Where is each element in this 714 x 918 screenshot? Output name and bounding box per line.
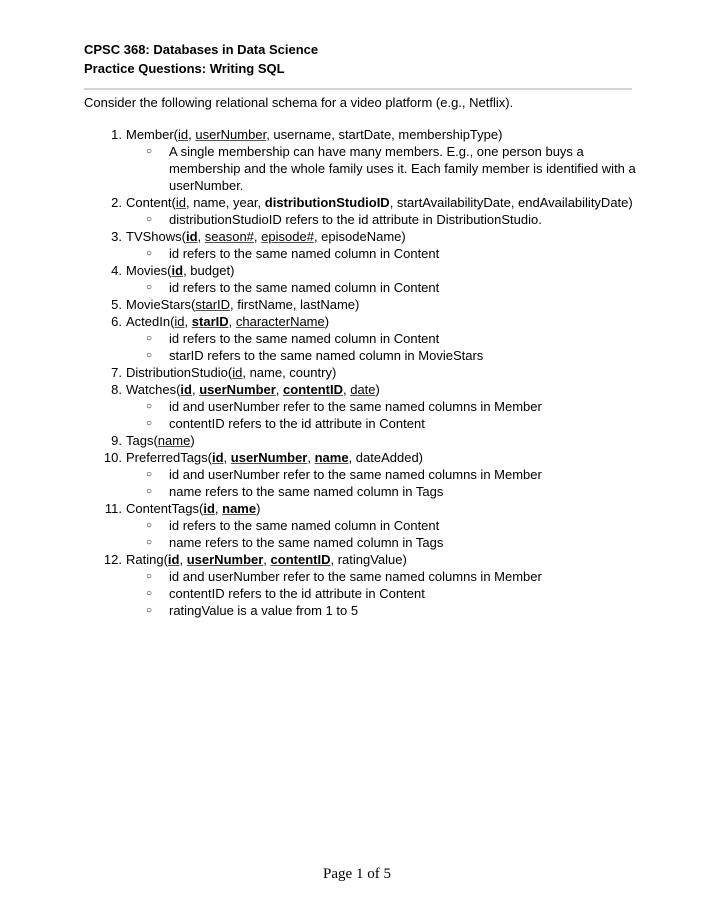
relation-definition [126, 450, 423, 465]
schema-note [84, 143, 644, 194]
key-attribute: id [185, 229, 198, 244]
circle-bullet-icon: ○ [146, 214, 153, 225]
circle-bullet-icon: ○ [146, 486, 153, 497]
key-attribute: id [211, 450, 224, 465]
note-text: id and userNumber refer to the same named columns in Member [169, 399, 542, 414]
schema-note [84, 602, 644, 619]
relation-definition [126, 263, 234, 278]
relation-definition [126, 314, 329, 329]
relation-text: , name, year, [186, 195, 265, 210]
note-text: name refers to the same named column in Tags [169, 535, 444, 550]
schema-item [84, 364, 644, 381]
key-attribute: starID [195, 297, 231, 312]
relation-text: , [197, 229, 205, 244]
relation-text: ContentTags( [126, 501, 204, 516]
relation-definition [126, 127, 502, 142]
schema-item [84, 381, 644, 398]
key-attribute: id [175, 195, 186, 210]
note-text: distributionStudioID refers to the id attribute in DistributionStudio. [169, 212, 542, 227]
relation-text: , startAvailabilityDate, endAvailabilityDate) [389, 195, 633, 210]
note-text: id and userNumber refer to the same named columns in Member [169, 467, 542, 482]
key-attribute: userNumber [186, 552, 264, 567]
key-attribute: id [174, 314, 185, 329]
key-attribute: season# [204, 229, 254, 244]
page-header [84, 40, 318, 78]
relation-text: TVShows( [126, 229, 186, 244]
note-text: id refers to the same named column in Content [169, 280, 440, 295]
item-number: 8. [111, 382, 122, 397]
relation-text: , [307, 450, 315, 465]
note-text: name refers to the same named column in Tags [169, 484, 444, 499]
relation-text: , [191, 382, 200, 397]
key-attribute: id [178, 127, 189, 142]
schema-note [84, 483, 644, 500]
relation-definition [126, 365, 336, 380]
item-number: 9. [111, 433, 122, 448]
schema-item [84, 500, 644, 517]
schema-note [84, 279, 644, 296]
key-attribute: userNumber [199, 382, 276, 397]
item-number: 1. [111, 127, 122, 142]
schema-note [84, 415, 644, 432]
relation-definition [126, 433, 195, 448]
note-text: A single membership can have many members. E.g., one person buys a membership and the whole family uses it. Each family member is identified with a userNumber. [169, 144, 636, 193]
circle-bullet-icon: ○ [146, 418, 153, 429]
key-attribute: userNumber [195, 127, 267, 142]
note-text: id refers to the same named column in Content [169, 246, 440, 261]
key-attribute: id [180, 382, 192, 397]
key-attribute: id [167, 552, 180, 567]
note-text: ratingValue is a value from 1 to 5 [169, 603, 359, 618]
circle-bullet-icon: ○ [146, 469, 153, 480]
note-text: contentID refers to the id attribute in Content [169, 416, 425, 431]
relation-text: Content( [126, 195, 176, 210]
key-attribute: characterName [235, 314, 325, 329]
relation-text: , episodeName) [313, 229, 406, 244]
relation-text: MovieStars( [126, 297, 196, 312]
relation-text: DistributionStudio( [126, 365, 233, 380]
page-footer: Page 1 of 5 [323, 866, 391, 882]
relation-definition [126, 195, 633, 210]
key-attribute: episode# [261, 229, 314, 244]
relation-text: , [223, 450, 231, 465]
circle-bullet-icon: ○ [146, 571, 153, 582]
relation-text: , [188, 127, 196, 142]
schema-note [84, 534, 644, 551]
circle-bullet-icon: ○ [146, 333, 153, 344]
relation-text: , [253, 229, 262, 244]
schema-note [84, 347, 644, 364]
schema-note [84, 568, 644, 585]
relation-text: Member( [126, 127, 179, 142]
relation-text: , [263, 552, 271, 567]
relation-text: ) [375, 382, 380, 397]
relation-text: , dateAdded) [348, 450, 424, 465]
schema-item [84, 313, 644, 330]
item-number: 11. [104, 501, 122, 516]
relation-definition [126, 297, 359, 312]
schema-item [84, 432, 644, 449]
key-attribute: id [203, 501, 215, 516]
relation-text: , firstName, lastName) [230, 297, 360, 312]
key-attribute: name [157, 433, 191, 448]
course-title: CPSC 368: Databases in Data Science [84, 42, 319, 57]
relation-text: ) [256, 501, 261, 516]
schema-item [84, 194, 644, 211]
circle-bullet-icon: ○ [146, 520, 153, 531]
key-attribute: distributionStudioID [264, 195, 390, 210]
relation-text: , [184, 314, 192, 329]
item-number: 7. [111, 365, 122, 380]
circle-bullet-icon: ○ [146, 248, 153, 259]
item-number: 2. [111, 195, 122, 210]
circle-bullet-icon: ○ [146, 605, 153, 616]
relation-text: , username, startDate, membershipType) [266, 127, 503, 142]
relation-text: , ratingValue) [330, 552, 407, 567]
relation-text: Rating( [126, 552, 168, 567]
item-number: 6. [111, 314, 122, 329]
key-attribute: id [171, 263, 184, 278]
schema-item [84, 551, 644, 568]
relation-text: , budget) [183, 263, 235, 278]
schema-note [84, 330, 644, 347]
relation-definition [126, 382, 380, 397]
schema-note [84, 211, 644, 228]
relation-text: ) [324, 314, 330, 329]
key-attribute: contentID [270, 552, 331, 567]
circle-bullet-icon: ○ [146, 401, 153, 412]
key-attribute: userNumber [230, 450, 308, 465]
relation-text: , [214, 501, 223, 516]
schema-note [84, 398, 644, 415]
intro-paragraph: Consider the following relational schema for a video platform (e.g., Netflix). [84, 95, 514, 110]
schema-item [84, 262, 644, 279]
circle-bullet-icon: ○ [146, 350, 153, 361]
relation-definition [126, 229, 406, 244]
schema-note [84, 245, 644, 262]
relation-text: , [275, 382, 284, 397]
schema-note [84, 517, 644, 534]
document-subtitle: Practice Questions: Writing SQL [84, 61, 285, 76]
schema-item [84, 449, 644, 466]
schema-item [84, 228, 644, 245]
item-number: 5. [111, 297, 122, 312]
circle-bullet-icon: ○ [146, 537, 153, 548]
schema-list [84, 126, 644, 619]
circle-bullet-icon: ○ [146, 588, 153, 599]
schema-item [84, 296, 644, 313]
key-attribute: starID [191, 314, 229, 329]
note-text: starID refers to the same named column in MovieStars [169, 348, 484, 363]
key-attribute: contentID [283, 382, 343, 397]
item-number: 4. [111, 263, 122, 278]
item-number: 10. [103, 450, 122, 465]
key-attribute: name [314, 450, 349, 465]
relation-definition [126, 552, 407, 567]
relation-text: , [342, 382, 351, 397]
note-text: contentID refers to the id attribute in Content [169, 586, 425, 601]
note-text: id refers to the same named column in Content [169, 331, 440, 346]
key-attribute: date [350, 382, 376, 397]
relation-text: PreferredTags( [126, 450, 212, 465]
relation-text: Watches( [126, 382, 181, 397]
schema-item [84, 126, 644, 143]
relation-text: , [179, 552, 187, 567]
item-number: 12. [103, 552, 122, 567]
note-text: id and userNumber refer to the same named columns in Member [169, 569, 542, 584]
relation-text: ) [190, 433, 195, 448]
circle-bullet-icon: ○ [146, 282, 153, 293]
key-attribute: id [232, 365, 243, 380]
relation-text: , [228, 314, 236, 329]
relation-text: Tags( [126, 433, 158, 448]
header-divider [84, 88, 632, 90]
circle-bullet-icon: ○ [146, 146, 153, 157]
relation-definition [126, 501, 260, 516]
relation-text: Movies( [126, 263, 172, 278]
schema-note [84, 466, 644, 483]
note-text: id refers to the same named column in Content [169, 518, 440, 533]
relation-text: , name, country) [242, 365, 337, 380]
key-attribute: name [222, 501, 257, 516]
item-number: 3. [111, 229, 122, 244]
relation-text: ActedIn( [126, 314, 175, 329]
schema-note [84, 585, 644, 602]
